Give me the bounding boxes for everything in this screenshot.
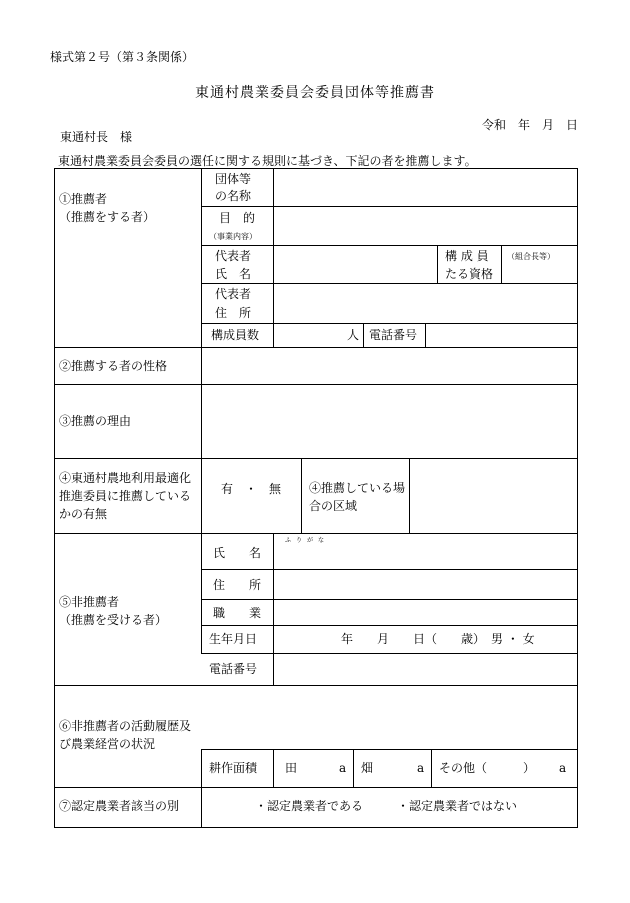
form-number: 様式第２号（第３条関係） [50, 50, 195, 64]
section5-subtitle: （推薦を受ける者） [59, 613, 168, 627]
member-count-unit: 人 [347, 328, 360, 342]
row-line [201, 323, 577, 324]
member-qual-label-2: たる資格 [445, 267, 494, 281]
other-unit: a [559, 761, 567, 775]
certified-yes-option[interactable]: ・認定農業者である [255, 799, 364, 813]
area-label: ④推薦している場合の区域 [309, 481, 406, 513]
section5-title: ⑤非推薦者 [59, 595, 120, 609]
rep-address-label: 代表者 [215, 287, 252, 301]
field-unit: a [417, 761, 425, 775]
rep-name-label-2: 氏 名 [215, 267, 252, 281]
document-title: 東通村農業委員会委員団体等推薦書 [195, 85, 435, 101]
sub-label-divider-s6 [273, 749, 274, 787]
area-field[interactable] [409, 458, 577, 533]
address-field[interactable] [273, 569, 577, 599]
section6-title: ⑥非推薦者の活動履歴及び農業経営の状況 [59, 719, 192, 751]
member-count-label: 構成員数 [211, 328, 260, 342]
rep-name-field[interactable] [273, 245, 437, 283]
furigana-label: ふりがな [285, 537, 330, 544]
qual-divider-left [437, 245, 438, 283]
purpose-label: 目 的 [219, 211, 256, 225]
recommendation-form [54, 168, 578, 828]
address-label: 住 所 [213, 578, 262, 592]
row-line [201, 749, 577, 750]
yes-no-choice[interactable]: 有 ・ 無 [221, 482, 282, 496]
phone-divider [425, 323, 426, 347]
name-label: 氏 名 [213, 546, 262, 560]
nature-field[interactable] [201, 347, 577, 384]
org-name-label: 団体等 [215, 172, 252, 186]
purpose-field[interactable] [273, 206, 577, 245]
choice-divider [301, 458, 302, 533]
section4-title: ④東通村農地利用最適化推進委員に推薦しているかの有無 [59, 471, 192, 521]
qual-divider-right [501, 245, 502, 283]
intro-text: 東通村農業委員会委員の選任に関する規則に基づき、下記の者を推薦します。 [58, 154, 477, 168]
member-qual-label: 構 成 員 [445, 249, 489, 263]
row-line [201, 625, 577, 626]
certified-no-option[interactable]: ・認定農業者ではない [397, 799, 518, 813]
org-name-field[interactable] [273, 169, 577, 206]
job-label: 職 業 [213, 606, 262, 620]
reason-field[interactable] [201, 384, 577, 458]
cultivated-area-label: 耕作面積 [209, 761, 258, 775]
rep-address-field[interactable] [273, 283, 577, 323]
phone-label: 電話番号 [369, 328, 418, 342]
rice-label: 田 [285, 761, 298, 775]
activity-field[interactable] [201, 685, 577, 749]
count-divider [363, 323, 364, 347]
s5-phone-field[interactable] [273, 653, 577, 685]
section1-subtitle: （推薦をする者） [59, 210, 156, 224]
date-line: 令和 年 月 日 [481, 118, 578, 132]
field-label: 畑 [361, 761, 374, 775]
purpose-sub-label: （事業内容） [209, 232, 257, 241]
birth-label: 生年月日 [209, 632, 258, 646]
field-divider [431, 749, 432, 787]
rep-address-label-2: 住 所 [215, 306, 252, 320]
addressee: 東通村長 様 [60, 130, 133, 144]
rice-unit: a [339, 761, 347, 775]
label-column-divider-lower [201, 749, 202, 827]
name-field[interactable] [273, 541, 577, 569]
rice-divider [353, 749, 354, 787]
s5-phone-label: 電話番号 [209, 662, 258, 676]
section7-title: ⑦認定農業者該当の別 [59, 799, 180, 813]
section1-title: ①推薦者 [59, 192, 108, 206]
job-field[interactable] [273, 599, 577, 625]
rep-name-label: 代表者 [215, 249, 252, 263]
birth-fields[interactable]: 年 月 日（ 歳） 男 ・ 女 [341, 632, 535, 646]
org-name-label-2: の名称 [215, 189, 252, 203]
other-label: その他（ ） [439, 761, 536, 775]
section2-title: ②推薦する者の性格 [59, 359, 168, 373]
section3-title: ③推薦の理由 [59, 414, 132, 428]
section-line [55, 787, 577, 788]
union-head-note: （組合長等） [507, 252, 555, 261]
